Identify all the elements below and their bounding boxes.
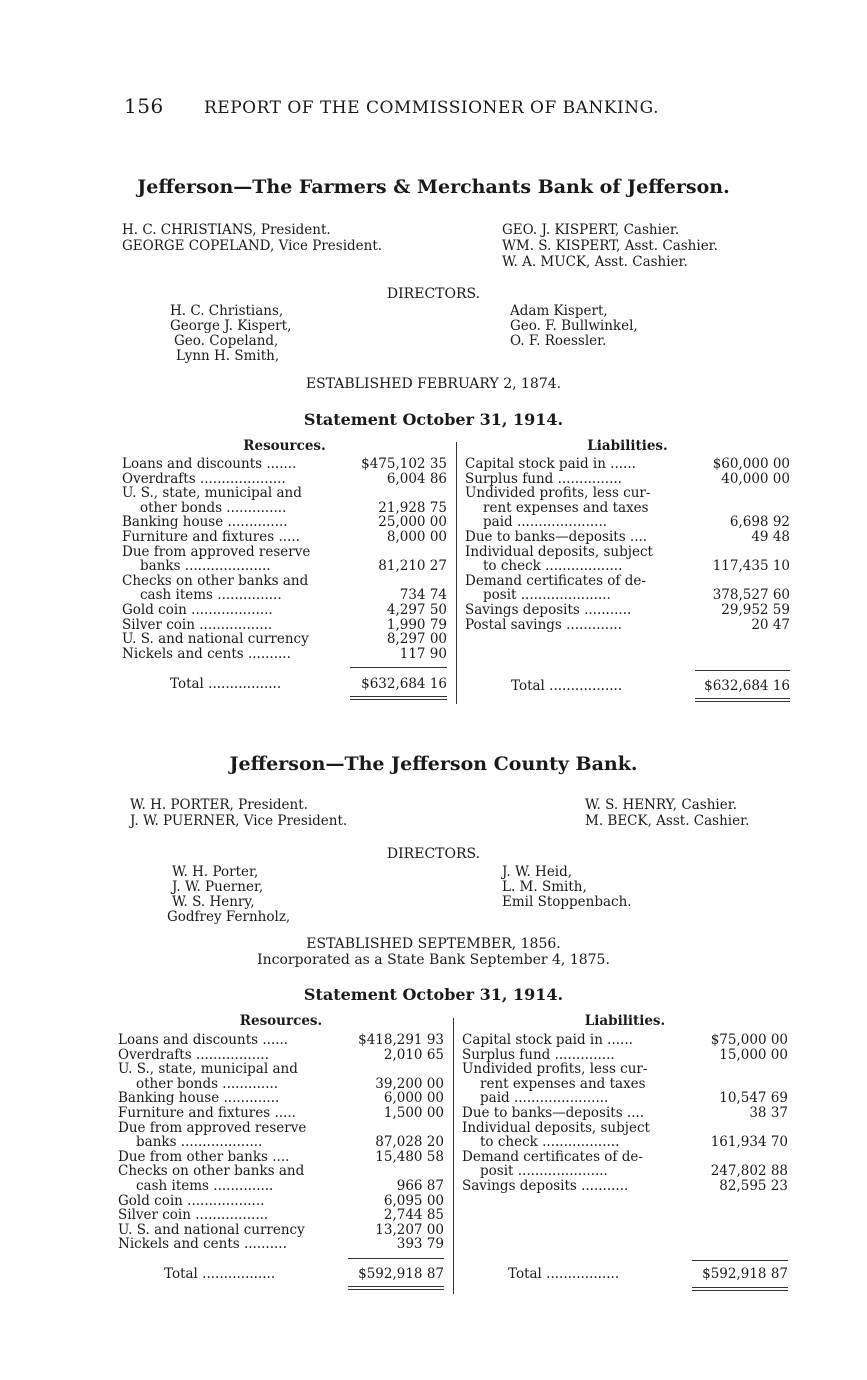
statement-row [118, 1179, 444, 1194]
statement-row [118, 1150, 444, 1165]
row-label: other bonds .............. [140, 499, 287, 516]
statement-row [462, 1150, 788, 1165]
row-label: Checks on other banks and [122, 572, 309, 589]
statement-row [118, 1033, 444, 1048]
sum-rule [692, 1260, 788, 1261]
row-label: Nickels and cents .......... [122, 645, 291, 662]
bank1-liabilities-heading: Liabilities. [587, 438, 668, 454]
statement-row [465, 472, 790, 487]
bank1-title: Jefferson—The Farmers & Merchants Bank of Jefferson. [137, 176, 730, 198]
row-label: posit ..................... [483, 587, 611, 604]
statement-row [462, 1033, 788, 1048]
statement-row [462, 1106, 788, 1121]
row-label: Individual deposits, subject [465, 543, 653, 560]
running-title: REPORT OF THE COMMISSIONER OF BANKING. [204, 98, 659, 118]
row-amount: 25,000 00 [378, 514, 447, 531]
bank2-officers-left [130, 797, 347, 829]
director: Geo. Copeland, [174, 333, 279, 349]
statement-row [122, 588, 447, 603]
row-amount: 734 74 [399, 587, 447, 604]
row-amount: 8,297 00 [386, 631, 447, 648]
row-amount: 29,952 59 [721, 601, 790, 618]
director: Godfrey Fernholz, [167, 909, 291, 925]
row-label: Nickels and cents .......... [118, 1236, 287, 1253]
statement-row [118, 1208, 444, 1223]
row-amount: 2,010 65 [383, 1046, 444, 1063]
row-amount: 966 87 [396, 1177, 444, 1194]
statement-row [118, 1237, 444, 1252]
bank2-directors-left [167, 864, 291, 925]
officer: M. BECK, Asst. Cashier. [585, 813, 750, 829]
row-label: Checks on other banks and [118, 1163, 305, 1180]
row-label: Capital stock paid in ...... [465, 456, 636, 472]
row-label: U. S., state, municipal and [118, 1061, 298, 1078]
row-label: Overdrafts .................... [122, 470, 286, 487]
row-label: U. S. and national currency [122, 631, 309, 648]
row-label: Demand certificates of de- [462, 1148, 643, 1165]
bank2-liabilities-heading: Liabilities. [584, 1013, 666, 1029]
double-rule [350, 699, 447, 700]
bank1-statement-title: Statement October 31, 1914. [303, 410, 564, 429]
row-amount: 6,000 00 [383, 1090, 444, 1107]
row-label: Banking house .............. [122, 514, 288, 531]
bank2-directors-heading: DIRECTORS. [386, 846, 481, 862]
officer: W. A. MUCK, Asst. Cashier. [502, 254, 688, 270]
double-rule [350, 696, 447, 697]
director: W. H. Porter, [172, 864, 259, 880]
row-amount: 21,928 75 [378, 499, 447, 516]
statement-row [465, 588, 790, 603]
statement-row [122, 530, 447, 545]
row-label: Undivided profits, less cur- [462, 1061, 648, 1078]
row-amount: 87,028 20 [375, 1134, 444, 1151]
row-amount: 4,297 50 [386, 601, 447, 618]
row-label: Savings deposits ........... [465, 601, 632, 618]
row-amount: 20 47 [751, 616, 790, 633]
statement-row [465, 574, 790, 589]
total-label: Total ................. [170, 676, 282, 692]
row-label: banks ................... [136, 1134, 263, 1151]
statement-row [465, 515, 790, 530]
director: J. W. Puerner, [172, 879, 264, 895]
row-label: posit ..................... [480, 1163, 608, 1180]
double-rule [348, 1286, 444, 1287]
row-amount: $75,000 00 [710, 1032, 788, 1048]
total-amount: $632,684 16 [361, 676, 447, 692]
statement-row [462, 1062, 788, 1077]
bank1-officers-left [122, 222, 382, 254]
bank2-resources-heading: Resources. [239, 1013, 323, 1029]
bank1-officers-right [502, 222, 718, 270]
row-amount: 10,547 69 [719, 1090, 788, 1107]
statement-row [118, 1048, 444, 1063]
statement-row [462, 1121, 788, 1136]
row-amount: 39,200 00 [375, 1075, 444, 1092]
row-label: U. S., state, municipal and [122, 485, 302, 502]
sum-rule [350, 667, 447, 668]
row-label: U. S. and national currency [118, 1221, 305, 1238]
director: Emil Stoppenbach. [502, 894, 632, 910]
double-rule [692, 1290, 788, 1291]
row-label: cash items .............. [136, 1177, 274, 1194]
row-amount: 117,435 10 [712, 558, 790, 575]
director: L. M. Smith, [502, 879, 587, 895]
page-number: 156 [124, 94, 164, 118]
bank2-title: Jefferson—The Jefferson County Bank. [229, 753, 638, 775]
statement-row [122, 632, 447, 647]
statement-row [462, 1091, 788, 1106]
row-label: cash items ............... [140, 587, 282, 604]
bank2-resources-list [118, 1033, 444, 1252]
statement-row [118, 1121, 444, 1136]
statement-row [118, 1091, 444, 1106]
bank2-incorporated: Incorporated as a State Bank September 4, 1875. [257, 952, 610, 968]
row-amount: 378,527 60 [712, 587, 790, 604]
director: H. C. Christians, [170, 303, 284, 319]
bank2-officers-right [585, 797, 749, 829]
row-label: Due to banks—deposits .... [465, 528, 648, 545]
total-amount: $592,918 87 [358, 1266, 444, 1282]
statement-row [122, 486, 447, 501]
statement-row [122, 559, 447, 574]
row-label: Demand certificates of de- [465, 572, 646, 589]
bank1-established: ESTABLISHED FEBRUARY 2, 1874. [305, 376, 562, 392]
statement-row [122, 574, 447, 589]
page-header [124, 94, 744, 118]
row-amount: 15,000 00 [719, 1046, 788, 1063]
row-label: to check .................. [483, 558, 623, 575]
statement-row [122, 472, 447, 487]
officer: WM. S. KISPERT, Asst. Cashier. [502, 238, 718, 254]
row-amount: 6,698 92 [729, 514, 790, 531]
row-label: Gold coin ................... [122, 601, 273, 618]
officer: W. H. PORTER, President. [130, 797, 308, 813]
statement-row [465, 603, 790, 618]
statement-row [465, 618, 790, 633]
row-amount: 161,934 70 [710, 1134, 788, 1151]
row-amount: $475,102 35 [361, 456, 447, 472]
row-amount: $60,000 00 [712, 456, 790, 472]
statement-row [122, 618, 447, 633]
director: Geo. F. Bullwinkel, [510, 318, 638, 334]
officer: J. W. PUERNER, Vice President. [130, 813, 348, 829]
statement-row [118, 1106, 444, 1121]
officer: GEO. J. KISPERT, Cashier. [502, 222, 680, 238]
row-amount: 393 79 [396, 1236, 444, 1253]
row-label: Surplus fund .............. [462, 1046, 615, 1063]
bank2-statement-title: Statement October 31, 1914. [303, 985, 564, 1004]
statement-row [122, 545, 447, 560]
row-amount: 2,744 85 [383, 1207, 444, 1224]
statement-row [462, 1164, 788, 1179]
row-amount: 40,000 00 [721, 470, 790, 487]
director: W. S. Henry, [172, 894, 255, 910]
double-rule [348, 1289, 444, 1290]
director: J. W. Heid, [502, 864, 573, 880]
statement-row [122, 457, 447, 472]
bank1-liabilities-list [465, 457, 790, 632]
statement-row [462, 1048, 788, 1063]
row-label: to check .................. [480, 1134, 620, 1151]
officer: GEORGE COPELAND, Vice President. [122, 238, 383, 254]
column-divider [456, 442, 457, 704]
officer: W. S. HENRY, Cashier. [585, 797, 737, 813]
total-label: Total ................. [508, 1266, 620, 1282]
row-amount: $418,291 93 [358, 1032, 444, 1048]
row-amount: 1,500 00 [383, 1104, 444, 1121]
statement-row [122, 501, 447, 516]
row-label: Loans and discounts ...... [118, 1032, 289, 1048]
row-label: Silver coin ................. [122, 616, 273, 633]
row-amount: 82,595 23 [719, 1177, 788, 1194]
bank1-directors-left [170, 304, 291, 364]
statement-row [462, 1077, 788, 1092]
statement-row [122, 603, 447, 618]
row-label: Loans and discounts ....... [122, 456, 297, 472]
row-label: Due to banks—deposits .... [462, 1104, 645, 1121]
row-label: Surplus fund ............... [465, 470, 622, 487]
row-label: Undivided profits, less cur- [465, 485, 651, 502]
statement-row [122, 647, 447, 662]
row-amount: 81,210 27 [378, 558, 447, 575]
row-amount: 13,207 00 [375, 1221, 444, 1238]
statement-row [118, 1062, 444, 1077]
statement-row [462, 1179, 788, 1194]
total-label: Total ................. [164, 1266, 276, 1282]
double-rule [695, 701, 790, 702]
total-amount: $592,918 87 [702, 1266, 788, 1282]
row-label: banks .................... [140, 558, 271, 575]
column-divider [453, 1018, 454, 1294]
total-amount: $632,684 16 [704, 678, 790, 694]
row-amount: 117 90 [399, 645, 447, 662]
row-amount: 247,802 88 [710, 1163, 788, 1180]
statement-row [118, 1164, 444, 1179]
bank2-directors-right [502, 865, 632, 910]
row-label: Due from approved reserve [118, 1119, 307, 1136]
row-label: Individual deposits, subject [462, 1119, 650, 1136]
row-label: Postal savings ............. [465, 616, 622, 633]
row-label: Furniture and fixtures ..... [118, 1104, 296, 1121]
director: Lynn H. Smith, [176, 348, 280, 364]
statement-row [118, 1077, 444, 1092]
statement-row [122, 515, 447, 530]
row-label: paid ...................... [480, 1090, 609, 1107]
row-label: rent expenses and taxes [483, 499, 649, 516]
row-label: other bonds ............. [136, 1075, 279, 1092]
row-label: Due from approved reserve [122, 543, 311, 560]
row-amount: 49 48 [751, 528, 790, 545]
statement-row [465, 457, 790, 472]
statement-row [118, 1135, 444, 1150]
row-amount: 6,004 86 [386, 470, 447, 487]
row-label: Furniture and fixtures ..... [122, 528, 300, 545]
row-label: Due from other banks .... [118, 1148, 290, 1165]
total-label: Total ................. [511, 678, 623, 694]
statement-row [465, 486, 790, 501]
statement-row [118, 1223, 444, 1238]
row-label: paid ..................... [483, 514, 608, 531]
sum-rule [695, 670, 790, 671]
double-rule [692, 1287, 788, 1288]
statement-row [465, 530, 790, 545]
bank1-directors-right [510, 304, 638, 349]
bank1-resources-list [122, 457, 447, 661]
officer: H. C. CHRISTIANS, President. [122, 222, 331, 238]
row-amount: 38 37 [749, 1104, 788, 1121]
director: O. F. Roessler. [510, 333, 607, 349]
sum-rule [348, 1258, 444, 1259]
row-label: Silver coin ................. [118, 1207, 269, 1224]
director: Adam Kispert, [510, 303, 608, 319]
row-amount: 6,095 00 [383, 1192, 444, 1209]
statement-row [465, 559, 790, 574]
row-label: Banking house ............. [118, 1090, 280, 1107]
row-label: Overdrafts ................. [118, 1046, 269, 1063]
statement-row [465, 501, 790, 516]
statement-row [462, 1135, 788, 1150]
bank2-liabilities-list [462, 1033, 788, 1194]
row-amount: 15,480 58 [375, 1148, 444, 1165]
bank2-established: ESTABLISHED SEPTEMBER, 1856. [306, 936, 561, 952]
row-label: rent expenses and taxes [480, 1075, 646, 1092]
statement-row [465, 545, 790, 560]
bank1-directors-heading: DIRECTORS. [386, 286, 481, 302]
row-label: Savings deposits ........... [462, 1177, 629, 1194]
statement-row [118, 1194, 444, 1209]
bank1-resources-heading: Resources. [243, 438, 326, 454]
row-amount: 1,990 79 [386, 616, 447, 633]
row-label: Capital stock paid in ...... [462, 1032, 633, 1048]
double-rule [695, 698, 790, 699]
row-amount: 8,000 00 [386, 528, 447, 545]
director: George J. Kispert, [170, 318, 292, 334]
row-label: Gold coin .................. [118, 1192, 265, 1209]
